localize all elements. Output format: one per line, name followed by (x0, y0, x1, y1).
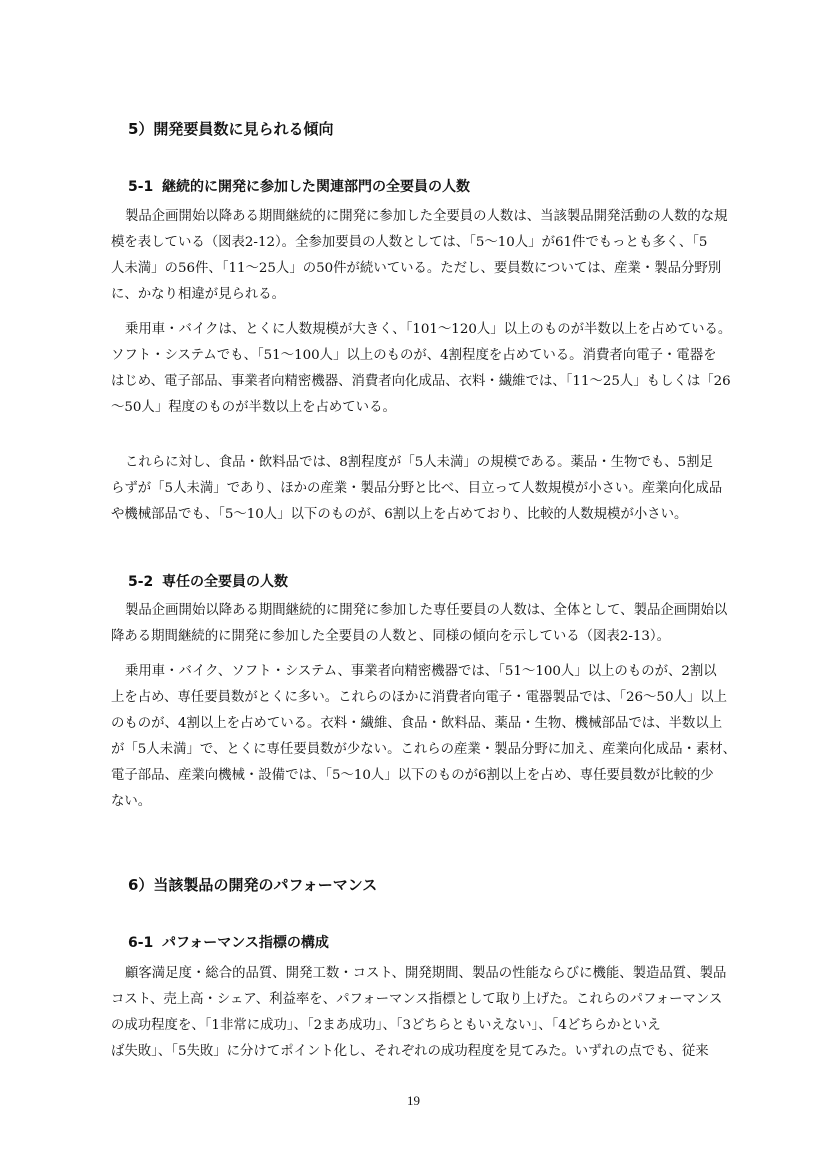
text-line: に、かなり相違が見られる。 (111, 287, 286, 302)
paragraph-5-1-b (111, 317, 766, 421)
text-line: らずが「5人未満」であり、ほかの産業・製品分野と比べ、目立って人数規模が小さい。産業向化成品 (111, 481, 723, 496)
paragraph-5-1-c (111, 450, 766, 528)
text-line: ない。 (111, 794, 152, 809)
page-number: 19 (407, 1093, 420, 1108)
text-line: が「5人未満」で、とくに専任要員数が少ない。これらの産業・製品分野に加え、産業向化成品・素材、 (111, 742, 737, 757)
section-heading-6: 6）当該製品の開発のパフォーマンス (128, 876, 378, 894)
subsection-title: 継続的に開発に参加した関連部門の全要員の人数 (162, 179, 470, 195)
subsection-number: 5-1 (128, 179, 154, 195)
text-line: 製品企画開始以降ある期間継続的に開発に参加した専任要員の人数は、全体として、製品企画開始以 (125, 603, 728, 618)
text-line: 乗用車・バイクは、とくに人数規模が大きく、「101～120人」以上のものが半数以上を占めている。 (125, 322, 732, 337)
text-line: ～50人」程度のものが半数以上を占めている。 (111, 400, 396, 415)
subsection-title: 専任の全要員の人数 (162, 574, 288, 590)
text-line: ソフト・システムでも、「51～100人」以上のものが、4割程度を占めている。消費者向電子・電器を (111, 348, 717, 363)
subsection-heading-5-2 (128, 571, 288, 591)
subsection-heading-6-1 (128, 932, 329, 952)
text-line: 製品企画開始以降ある期間継続的に開発に参加した全要員の人数は、当該製品開発活動の人数的な規 (125, 209, 728, 224)
text-line: や機械部品でも、「5～10人」以下のものが、6割以上を占めており、比較的人数規模が小さい。 (111, 507, 688, 522)
paragraph-6-1-a (111, 961, 766, 1065)
text-line: ば失敗」、「5失敗」に分けてポイント化し、それぞれの成功程度を見てみた。いずれの点でも、従来 (111, 1044, 709, 1059)
section-heading-5: 5）開発要員数に見られる傾向 (128, 120, 334, 138)
text-line: これらに対し、食品・飲料品では、8割程度が「5人未満」の規模である。薬品・生物でも、5割足 (125, 455, 713, 470)
text-line: 上を占め、専任要員数がとくに多い。これらのほかに消費者向電子・電器製品では、「26～50人」以上 (111, 690, 728, 705)
paragraph-5-2-b (111, 659, 766, 815)
text-line: のものが、4割以上を占めている。衣料・繊維、食品・飲料品、薬品・生物、機械部品では、半数以上 (111, 716, 723, 731)
text-line: コスト、売上高・シェア、利益率を、パフォーマンス指標として取り上げた。これらのパフォーマンス (111, 992, 723, 1007)
text-line: 乗用車・バイク、ソフト・システム、事業者向精密機器では、「51～100人」以上のものが、2割以 (125, 664, 717, 679)
paragraph-5-2-a (111, 598, 766, 650)
text-line: の成功程度を、「1非常に成功」、「2まあ成功」、「3どちらともいえない」、「4どちらかといえ (111, 1018, 661, 1033)
subsection-heading-5-1 (128, 176, 470, 196)
text-line: はじめ、電子部品、事業者向精密機器、消費者向化成品、衣料・繊維では、「11～25人」もしくは「26 (111, 374, 731, 389)
text-line: 電子部品、産業向機械・設備では、「5～10人」以下のものが6割以上を占め、専任要員数が比較的少 (111, 768, 714, 783)
text-line: 降ある期間継続的に開発に参加した全要員の人数と、同様の傾向を示している（図表2-13）。 (111, 629, 671, 644)
text-line: 人未満」の56件、「11～25人」の50件が続いている。ただし、要員数については、産業・製品分野別 (111, 261, 722, 276)
text-line: 顧客満足度・総合的品質、開発工数・コスト、開発期間、製品の性能ならびに機能、製造品質、製品 (125, 966, 727, 981)
paragraph-5-1-a (111, 204, 766, 308)
subsection-title: パフォーマンス指標の構成 (162, 935, 329, 951)
subsection-number: 5-2 (128, 574, 154, 590)
text-line: 模を表している（図表2-12）。全参加要員の人数としては、「5～10人」が61件でもっとも多く、「5 (111, 235, 708, 250)
subsection-number: 6-1 (128, 935, 154, 951)
